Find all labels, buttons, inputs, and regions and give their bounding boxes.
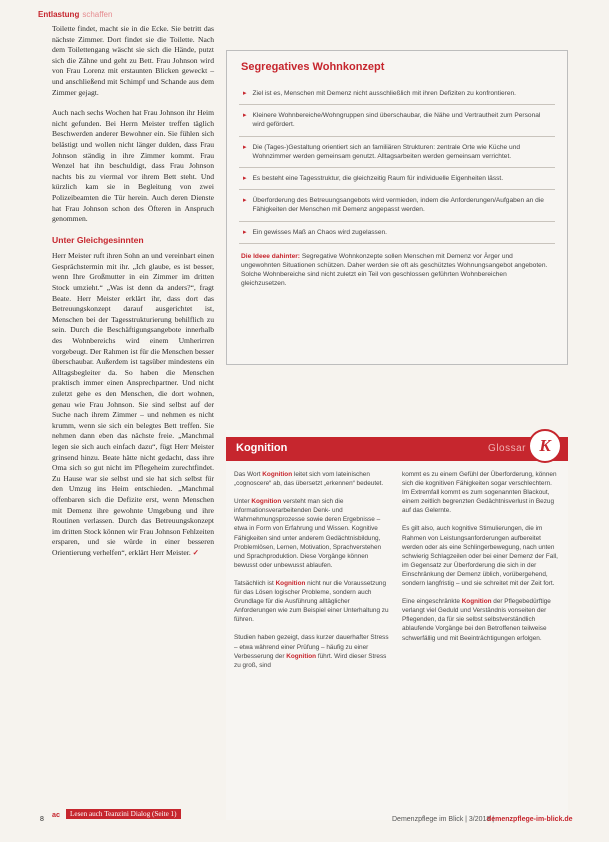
glossary-text: Studien haben gezeigt, dass kurzer dauerhafter Stress – etwa während einer Prüfung – häufig zu einer Verbesserung der xyxy=(234,634,389,660)
page-number: 8 xyxy=(40,816,44,823)
concept-item-text: Ein gewisses Maß an Chaos wird zugelassen. xyxy=(252,228,388,236)
glossary-keyword: Kognition xyxy=(286,652,317,660)
glossary-text: Eine eingeschränkte xyxy=(402,598,462,606)
arrow-right-icon: ▸ xyxy=(243,143,247,151)
concept-item-text: Ziel ist es, Menschen mit Demenz nicht ausschließlich mit ihren Defiziten zu konfrontieren. xyxy=(252,90,517,97)
concept-conclusion xyxy=(241,252,553,288)
website-link[interactable]: demenzpflege-im-blick.de xyxy=(487,816,573,823)
section-tag-primary: Entlastung xyxy=(38,10,80,19)
reference-line xyxy=(52,809,217,819)
glossary-title: Kognition xyxy=(236,442,288,454)
arrow-right-icon: ▸ xyxy=(243,228,247,236)
glossary-paragraph xyxy=(402,470,560,515)
glossary-paragraph xyxy=(234,470,392,488)
concept-list xyxy=(227,83,567,244)
section-tag-secondary: schaffen xyxy=(82,10,113,19)
glossary-paragraph xyxy=(234,579,392,624)
glossary-letter: K xyxy=(539,436,551,455)
glossary-text: Tatsächlich ist xyxy=(234,579,276,587)
glossary-column-left xyxy=(234,470,392,679)
glossary-keyword: Kognition xyxy=(251,498,282,506)
glossary-paragraph xyxy=(234,633,392,669)
conclusion-lead: Die Ideee dahinter: xyxy=(241,252,300,260)
arrow-right-icon: ▸ xyxy=(243,175,247,183)
concept-item-text: Überforderung des Betreuungsangebots wird vermieden, indem die Anforderungen/Aufgaben an die Fähigkeiten der Menschen mit Demenz angepasst werden. xyxy=(252,197,544,214)
glossary-column-right xyxy=(402,470,560,652)
glossary-paragraph xyxy=(234,497,392,570)
glossary-keyword: Kognition xyxy=(461,598,492,606)
glossary-paragraph xyxy=(402,597,560,642)
arrow-right-icon: ▸ xyxy=(243,90,247,97)
end-mark-icon: ✓ xyxy=(192,547,200,557)
glossary-paragraph xyxy=(402,524,560,588)
concept-item-text: Es besteht eine Tagesstruktur, die gleichzeitig Raum für individuelle Eigenheiten lässt. xyxy=(252,175,504,183)
glossary-label: Glossar xyxy=(488,443,526,454)
magazine-name: Demenzpflege im Blick | 3/2018 | xyxy=(392,816,495,823)
concept-item xyxy=(239,168,555,190)
concept-item xyxy=(239,83,555,105)
article-paragraph: Toilette findet, macht sie in die Ecke. Sie betritt das nächste Zimmer. Dort findet sie die Toilette. Nach dem Toilettengang wäscht sie sich die Hände, putzt sich die Zähne und geht zu Bett. Frau Johnson wird von Frau Lorenz mit erstaunten Blicken geweckt – und anschließend mit Schimpf und Schande aus dem Zimmer gejagt. xyxy=(52,24,214,97)
article-paragraph-text: Herr Meister ruft ihren Sohn an und vereinbart einen Gesprächstermin mit ihr. „Ich glaube, es ist besser, wenn Ihre Großmutter in ein Zimmer im dritten Stock umzieht.“ „Was ist denn da anders?“, fragt Beate. Herr Meister erklärt ihr, dass dort das Betreuungskonzept darauf ausgerichtet ist, Menschen bei der Tagesstrukturierung behilflich zu sein. Durch die Beschäftigungsangebote innerhalb des Wohnbereichs wird einem Umherirren vorgebeugt. Der Rahmen ist für die Menschen besser überschaubar. Außerdem ist tagsüber mindestens ein Alltagsbegleiter da. So haben die Menschen praktisch immer einen Ansprechpartner. Und nicht zuletzt gehe es den Menschen, die dort wohnen, genau wie Frau Johnson. Sie sind selbst auf der Suche nach ihrem Zimmer – und nehmen es nicht krumm, wenn sie sich ein belegtes Bett treffen. Sie nehmen dann eben das nächste freie. „Manchmal legen sie sich auch einfach dazu“, fügt Herr Meister grinsend hinzu. Beate hätte nicht gedacht, dass ihre Oma sich so gut nicht im Pflegeheim zurechtfindet. Zu Hause war sie selbst und sie hat sich selbst für den Umzug ins Heim entschieden. „Manchmal offenbaren sich die Defizite erst, wenn Menschen mit Demenz ihre gewohnte Umgebung und ihre Routinen verlassen. Durch das Betreuungskonzept im dritten Stock können wir Frau Johnson Fehlzeiten ersparen, und sie würde in einer besseren Orientierung verhelfen“, erklärt Herr Meister. xyxy=(52,251,214,557)
reference-text: Lesen auch Teanzini Dialog (Seite 1) xyxy=(66,809,181,819)
arrow-right-icon: ▸ xyxy=(243,112,247,120)
glossary-header xyxy=(226,437,568,461)
glossary-text: kommt es zu einem Gefühl der Überforderung, können sich die kognitiven Fähigkeiten sogar verschlechtern. Im Extremfall kommt es zum sogenannten Blackout, einem zeitlich begrenzten Gedächtnisverlust in Bezug auf das Gelernte. xyxy=(402,471,557,515)
concept-item-text: Die (Tages-)Gestaltung orientiert sich an familiären Strukturen: zentrale Orte wie Küche und Wohnzimmer werden gemeinsam genutzt. Alltagsarbeiten werden gemeinsam verrichtet. xyxy=(252,143,521,160)
concept-title: Segregatives Wohnkonzept xyxy=(241,61,385,73)
glossary-text: der Pflegebedürftige verlangt viel Geduld und Verständnis vonseiten der Pflegenden, da für sie selbst selbstverständlich ablaufende Vorgänge bei den Betroffenen teilweise schwerfällig und mit Beeinträchtigungen erfolgen. xyxy=(402,598,551,642)
conclusion-text: Segregative Wohnkonzepte sollen Menschen mit Demenz vor Ärger und ungewohnten Situationen schützen. Daher werden sie oft als geschütztes Wohnungsangebot angeboten. Solche Wohnbereiche sind nicht zuletzt ein Teil von geschlossen geführten Wohnbereichen gleichzusetzen. xyxy=(241,252,548,287)
concept-item xyxy=(239,105,555,136)
glossary-text: leitet sich vom lateinischen „cognoscere“ ab, das übersetzt „erkennen“ bedeutet. xyxy=(234,471,384,488)
concept-item xyxy=(239,222,555,244)
glossary-text: Es gilt also, auch kognitive Stimulierungen, die im Rahmen von Leistungsanforderungen aufbereitet werden oder als eine Schlingerbewegung, nach unten schwierig Schlagzeilen oder bei einer Demenz der Fall, im Gegensatz zur Überforderung die sich in der Einschränkung der Demenz üblich, vorübergehend, sondern langfristig – und sie schreitet mit der Zeit fort. xyxy=(402,525,558,588)
article-paragraph xyxy=(52,251,214,558)
glossary-text: nicht nur die Voraussetzung für das Lösen logischer Probleme, sondern auch Grundlage für die Ausführung alltäglicher Anforderungen wie zum Beispiel einer Unterhaltung zu führen. xyxy=(234,579,389,624)
glossary-text: Unter xyxy=(234,498,252,506)
article-subheading: Unter Gleichgesinnten xyxy=(52,234,144,245)
glossary-text: führt. Wird dieser Stress zu groß, sind xyxy=(234,652,387,669)
article-paragraph: Auch nach sechs Wochen hat Frau Johnson ihr Heim nicht gefunden. Bei Herrn Meister treffen täglich Beschwerden anderer Bewohner ein. Sie fühlen sich belästigt und wollen nicht länger dulden, dass Frau Johnson ständig in ihre Zimmer kommt. Frau Wenzel hat ihn beschuldigt, dass Frau Johnson nachts bis zu viermal vor ihrem Bett steht. Und kürzlich kam sie in Begleitung von zwei Polizeibeamten die Tür herein. Auch deren Dienste hat Frau Johnson schon des Öfteren in Anspruch genommen. xyxy=(52,108,214,224)
reference-symbol: ac xyxy=(52,809,60,819)
concept-item xyxy=(239,190,555,221)
concept-box xyxy=(226,50,568,365)
glossary-text: versteht man sich die informationsverarbeitenden Denk- und Wahrnehmungsprozesse sowie deren Ergebnisse – etwa in Form von Erfahrung und Wissen. Kognitive Fähigkeiten sind unter anderem Gedächtnisbildung, Problemlösen, Lernen, Motivation, Sprachverstehen und Sprachproduktion. Diese Vorgänge können bewusst oder unbewusst ablaufen. xyxy=(234,498,382,569)
concept-item xyxy=(239,137,555,168)
glossary-keyword: Kognition xyxy=(275,579,306,587)
glossary-keyword: Kognition xyxy=(262,471,293,478)
concept-item-text: Kleinere Wohnbereiche/Wohngruppen sind überschaubar, die Nähe und Vertrautheit zum Personal wird gefördert. xyxy=(252,112,541,129)
section-tag xyxy=(38,10,112,19)
glossary-letter-icon xyxy=(528,429,562,463)
glossary-text: Das Wort xyxy=(234,471,263,478)
arrow-right-icon: ▸ xyxy=(243,197,247,205)
glossary-box xyxy=(226,430,568,820)
article-column xyxy=(52,24,214,569)
